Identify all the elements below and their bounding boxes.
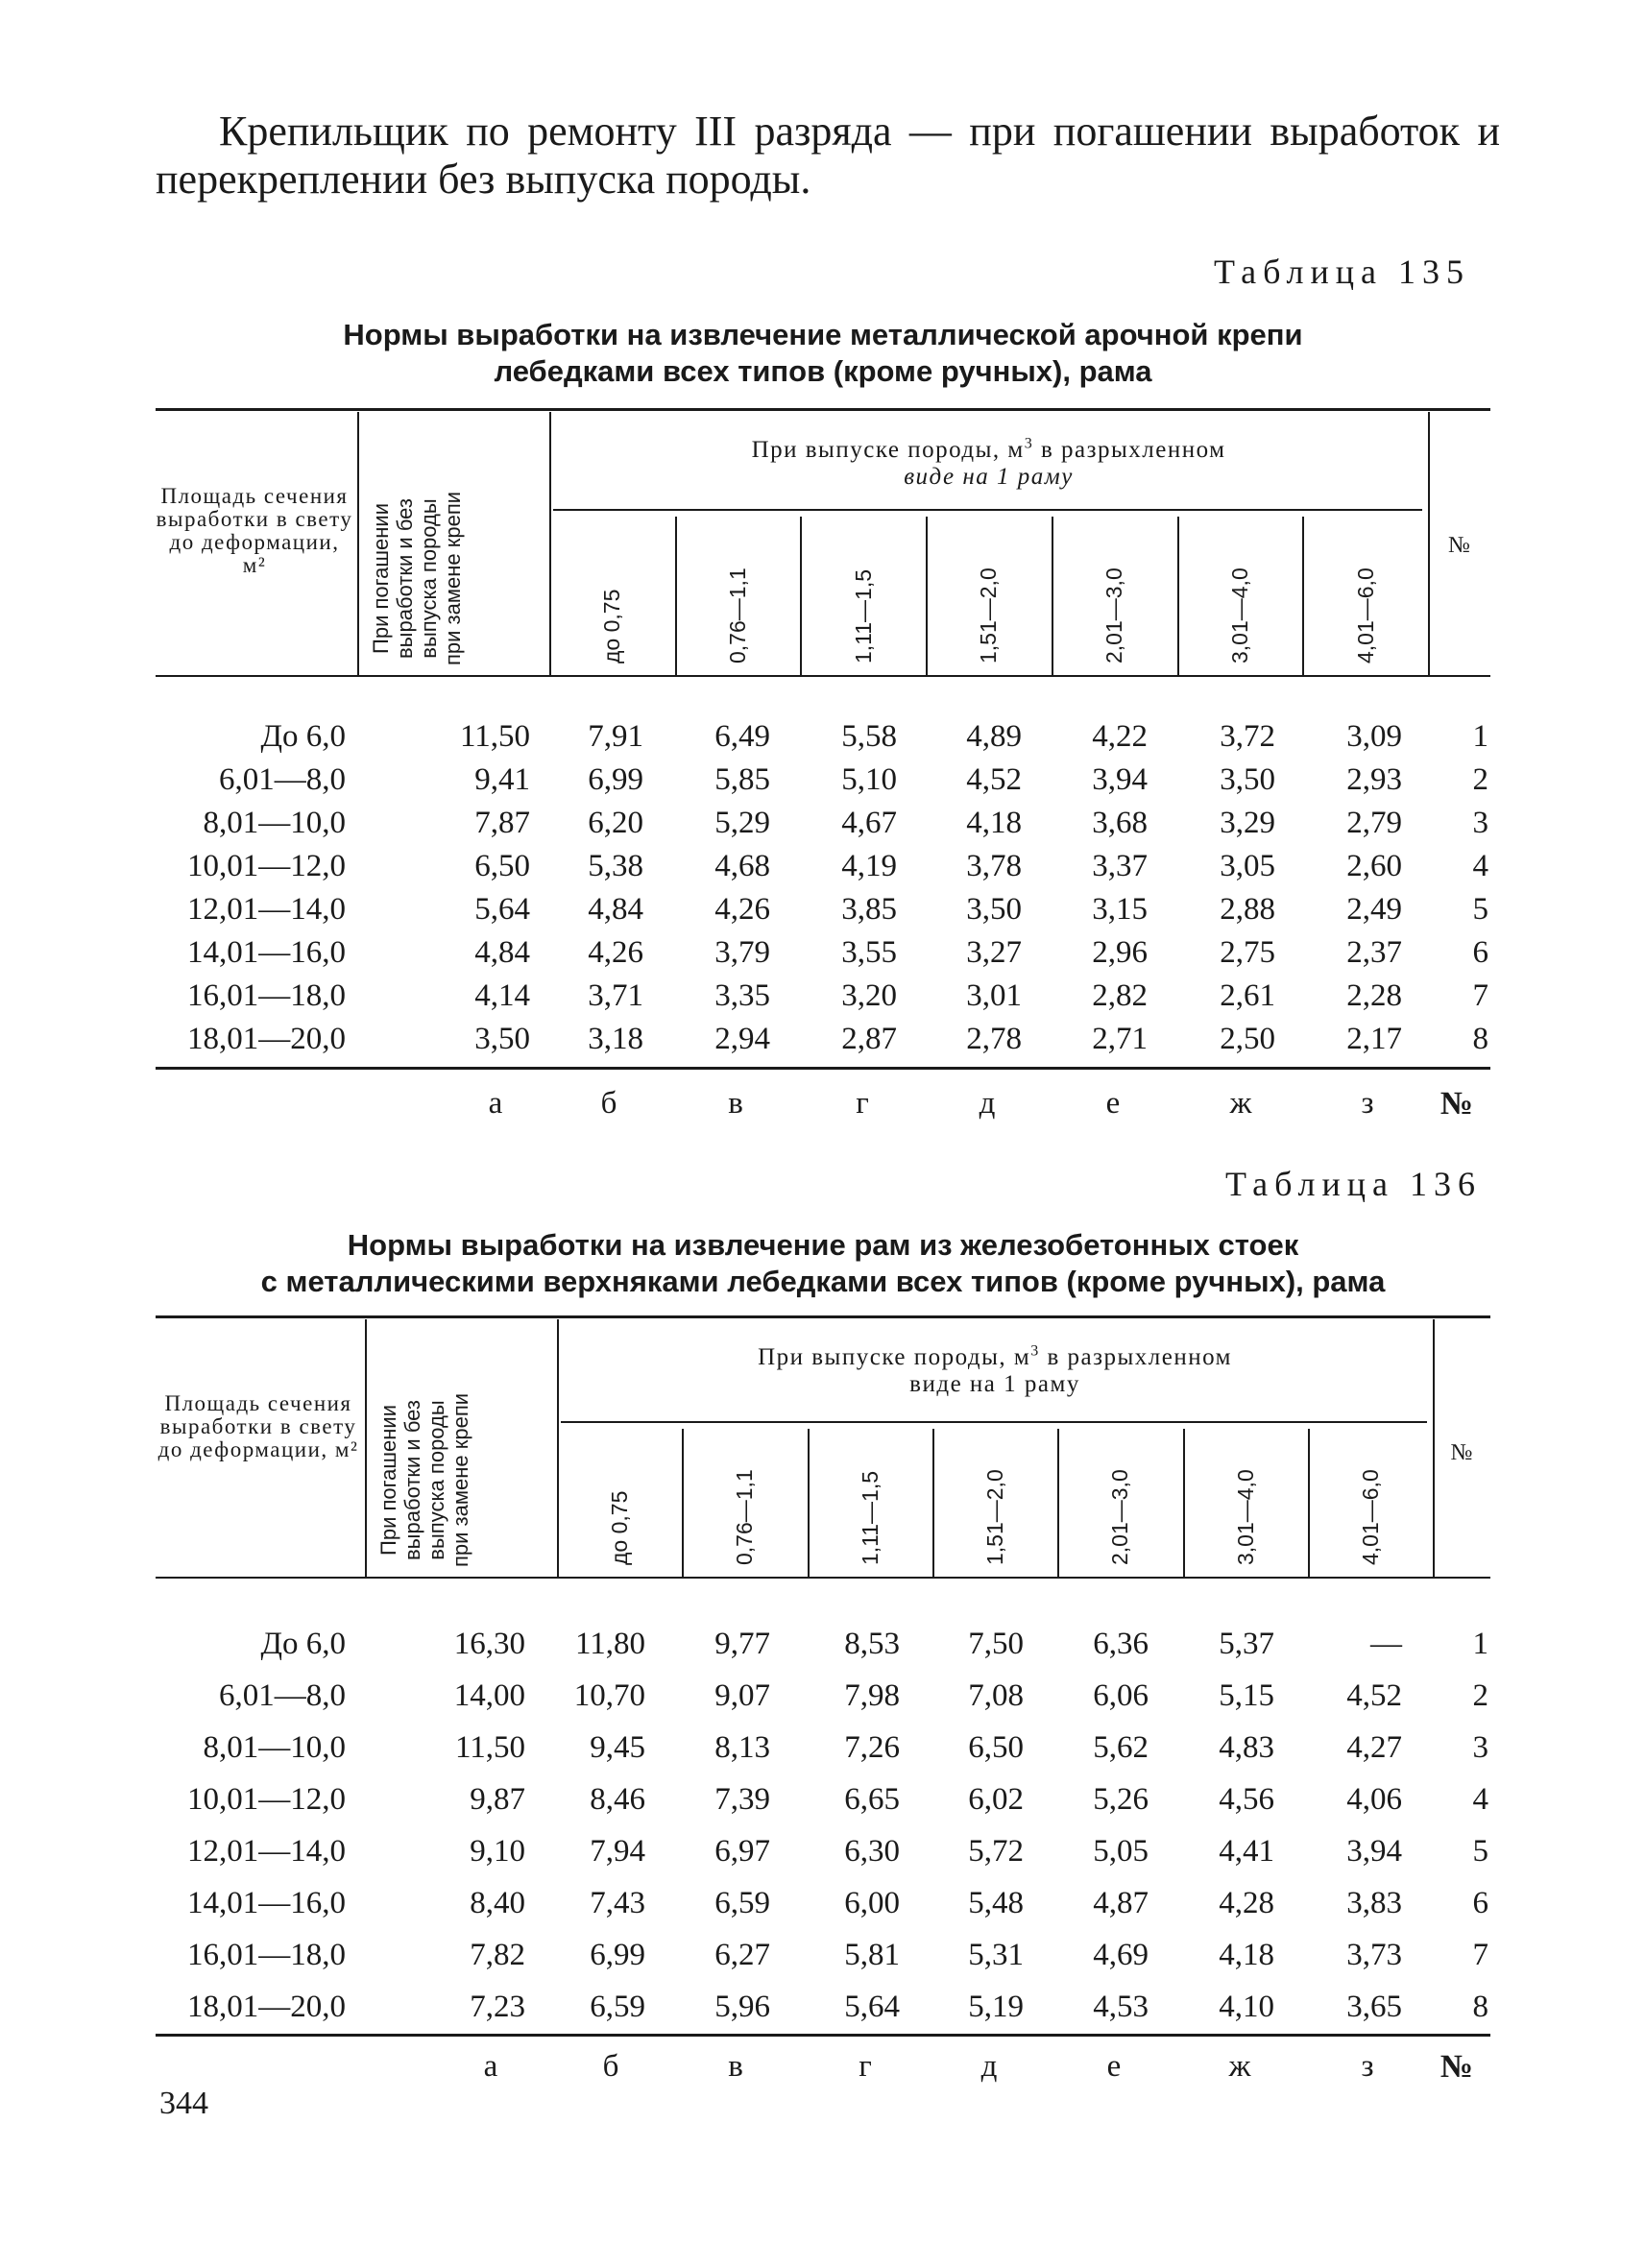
row-number: 1 (1472, 1627, 1488, 1661)
header-separator (357, 412, 359, 675)
row-value: 3,94 (1346, 1834, 1402, 1869)
row-value: 11,50 (454, 1730, 525, 1765)
row-area: 10,01—12,0 (187, 1782, 346, 1817)
row-value: 4,18 (1219, 1938, 1274, 1972)
row-value: 6,99 (588, 762, 643, 797)
row-value: 7,82 (470, 1938, 525, 1972)
column-letter: ж (1228, 2049, 1251, 2084)
table-135-title-line: Нормы выработки на извлечение металлической арочной крепи (343, 318, 1303, 351)
row-value: 4,27 (1346, 1730, 1402, 1765)
row-area: 18,01—20,0 (187, 1022, 346, 1056)
footer-number-sign: № (1439, 1086, 1474, 1122)
table-135-label: Таблица 135 (1214, 253, 1470, 291)
group-rule (553, 509, 1422, 511)
table-136 (156, 1315, 1490, 2103)
col-a-header (376, 1393, 472, 1567)
column-letter: г (856, 1086, 869, 1121)
row-value: 4,26 (588, 935, 643, 970)
row-value: 5,37 (1219, 1627, 1274, 1661)
col-a-header-line: при замене крепи (441, 491, 465, 665)
group-header-text: в разрыхленном (1039, 1344, 1232, 1370)
row-value: 5,64 (844, 1990, 900, 2024)
group-rule (561, 1421, 1427, 1423)
sub-separator (1308, 1429, 1310, 1577)
row-value: 6,50 (968, 1730, 1024, 1765)
row-value: 3,50 (1220, 762, 1275, 797)
row-value: 8,46 (590, 1782, 645, 1817)
table-135-title (156, 317, 1490, 390)
row-value: 5,26 (1093, 1782, 1149, 1817)
row-value: 6,20 (588, 806, 643, 840)
row-area: 18,01—20,0 (187, 1990, 346, 2024)
row-value: 4,68 (714, 849, 770, 883)
intro-text: Крепильщик по ремонту III разряда — при погашении выработок и перекреплении без выпуска породы. (156, 108, 1500, 203)
row-value: 11,50 (459, 719, 530, 754)
top-rule (156, 408, 1490, 411)
page-number: 344 (159, 2086, 208, 2121)
row-value: 3,27 (966, 935, 1022, 970)
sub-separator (1302, 517, 1304, 675)
row-value: 2,88 (1220, 892, 1275, 927)
row-area: 16,01—18,0 (187, 1938, 346, 1972)
row-number: 5 (1472, 892, 1488, 927)
column-letter: б (600, 1086, 617, 1121)
row-value: 4,84 (588, 892, 643, 927)
row-number: 6 (1472, 935, 1488, 970)
row-number: 6 (1472, 1886, 1488, 1920)
column-letter: з (1361, 2049, 1374, 2084)
group-header-text: При выпуске породы, м (751, 437, 1025, 463)
row-value: 5,38 (588, 849, 643, 883)
row-number: 8 (1472, 1990, 1488, 2024)
sub-separator (932, 1429, 934, 1577)
table-135-title-line: лебедками всех типов (кроме ручных), рама (494, 354, 1152, 388)
row-value: 5,64 (474, 892, 530, 927)
row-value: 2,94 (714, 1022, 770, 1056)
volume-header: 1,11—1,5 (857, 1470, 883, 1565)
sub-separator (1052, 517, 1053, 675)
group-header-text: При выпуске породы, м (758, 1344, 1031, 1370)
row-value: 7,23 (470, 1990, 525, 2024)
row-value: 14,00 (453, 1678, 525, 1713)
row-value: 4,52 (966, 762, 1022, 797)
row-area: 10,01—12,0 (187, 849, 346, 883)
row-value: 4,83 (1219, 1730, 1274, 1765)
sub-separator (926, 517, 928, 675)
col-a-header-line: при замене крепи (448, 1392, 472, 1567)
volume-header: 3,01—4,0 (1232, 1469, 1258, 1565)
table-136-title-line: с металлическими верхняками лебедками всех типов (кроме ручных), рама (260, 1265, 1386, 1298)
row-value: 4,89 (966, 719, 1022, 754)
column-letter: г (859, 2049, 872, 2084)
sub-separator (675, 517, 677, 675)
row-value: 4,14 (474, 978, 530, 1013)
row-number: 7 (1472, 978, 1488, 1013)
column-letter: е (1105, 1086, 1121, 1121)
row-value: 2,49 (1346, 892, 1402, 927)
row-value: 7,87 (474, 806, 530, 840)
row-value: 5,85 (714, 762, 770, 797)
row-value: 5,58 (841, 719, 897, 754)
column-letter: з (1361, 1086, 1374, 1121)
row-area: До 6,0 (260, 1627, 346, 1661)
row-value: 5,05 (1093, 1834, 1149, 1869)
row-value: 4,22 (1092, 719, 1148, 754)
row-number: 3 (1472, 806, 1488, 840)
table-135 (156, 408, 1490, 1123)
row-value: 3,50 (474, 1022, 530, 1056)
row-value: 6,59 (714, 1886, 770, 1920)
col-a-header-line: выпуска породы (424, 1400, 448, 1560)
table-136-label: Таблица 136 (1225, 1165, 1482, 1203)
column-letter: ж (1229, 1086, 1252, 1121)
row-value: 4,56 (1219, 1782, 1274, 1817)
row-value: 6,30 (844, 1834, 900, 1869)
header-separator (365, 1319, 367, 1577)
row-number: 4 (1472, 849, 1488, 883)
row-value: 2,61 (1220, 978, 1275, 1013)
row-number: 2 (1472, 1678, 1488, 1713)
row-value: 2,75 (1220, 935, 1275, 970)
row-value: 9,10 (470, 1834, 525, 1869)
group-header-text: в разрыхленном (1033, 437, 1226, 463)
column-letter: а (483, 2049, 498, 2084)
volume-header: 4,01—6,0 (1357, 1469, 1383, 1565)
sub-separator (682, 1429, 684, 1577)
row-number: 1 (1472, 719, 1488, 754)
volume-header: 1,51—2,0 (976, 567, 1002, 664)
row-value: 3,72 (1220, 719, 1275, 754)
sub-separator (808, 1429, 810, 1577)
row-value: 5,72 (968, 1834, 1024, 1869)
row-value: 6,06 (1093, 1678, 1149, 1713)
row-value: 3,15 (1092, 892, 1148, 927)
row-value: 3,94 (1092, 762, 1148, 797)
row-value: 3,71 (588, 978, 643, 1013)
row-number: 3 (1472, 1730, 1488, 1765)
row-value: 3,09 (1346, 719, 1402, 754)
volume-header: до 0,75 (599, 589, 625, 664)
row-value: 4,06 (1346, 1782, 1402, 1817)
row-value: 6,97 (714, 1834, 770, 1869)
row-number: 7 (1472, 1938, 1488, 1972)
row-value: 6,65 (844, 1782, 900, 1817)
row-value: 5,62 (1093, 1730, 1149, 1765)
row-value: 16,30 (453, 1627, 525, 1661)
row-area: 8,01—10,0 (203, 806, 346, 840)
volume-header: 2,01—3,0 (1101, 567, 1127, 664)
col-a-header-line: При погашении (376, 1404, 400, 1556)
top-rule (156, 1315, 1490, 1318)
row-value: 4,18 (966, 806, 1022, 840)
row-value: 2,50 (1220, 1022, 1275, 1056)
row-number: 2 (1472, 762, 1488, 797)
col-a-header-line: выработки и без (400, 1399, 424, 1560)
row-value: 9,45 (590, 1730, 645, 1765)
group-header-sup: 3 (1030, 1342, 1040, 1360)
col-a-header-line: При погашении (369, 502, 393, 654)
row-value: 4,28 (1219, 1886, 1274, 1920)
column-letter: е (1106, 2049, 1122, 2084)
row-value: 7,50 (968, 1627, 1024, 1661)
row-area: 8,01—10,0 (203, 1730, 346, 1765)
row-area: 12,01—14,0 (187, 892, 346, 927)
row-value: 10,70 (573, 1678, 645, 1713)
bottom-rule (156, 2034, 1490, 2037)
sub-separator (1057, 1429, 1059, 1577)
group-header-line: виде на 1 раму (904, 464, 1074, 490)
row-value: 5,15 (1219, 1678, 1274, 1713)
row-value: 9,77 (714, 1627, 770, 1661)
volume-header: 1,51—2,0 (982, 1469, 1008, 1565)
volume-header: 2,01—3,0 (1107, 1469, 1133, 1565)
row-value: 5,19 (968, 1990, 1024, 2024)
row-value: 6,49 (714, 719, 770, 754)
volume-group-header (557, 1344, 1433, 1398)
row-value: 4,41 (1219, 1834, 1274, 1869)
row-value: 3,78 (966, 849, 1022, 883)
column-letter: б (602, 2049, 619, 2084)
column-letter: д (980, 2049, 998, 2084)
row-value: 3,55 (841, 935, 897, 970)
volume-header: 0,76—1,1 (732, 1469, 758, 1565)
row-value: 3,73 (1346, 1938, 1402, 1972)
row-value: 2,71 (1092, 1022, 1148, 1056)
number-header: № (1450, 1440, 1473, 1465)
row-area: 12,01—14,0 (187, 1834, 346, 1869)
row-value: 2,93 (1346, 762, 1402, 797)
row-value: 4,67 (841, 806, 897, 840)
row-value: 9,41 (474, 762, 530, 797)
row-value: 6,99 (590, 1938, 645, 1972)
row-value: 7,94 (590, 1834, 645, 1869)
row-value: 8,13 (714, 1730, 770, 1765)
col-a-header-line: выработки и без (393, 497, 417, 659)
row-value: 4,26 (714, 892, 770, 927)
row-value: 5,10 (841, 762, 897, 797)
group-header-sup: 3 (1024, 435, 1034, 452)
row-value: 6,50 (474, 849, 530, 883)
sub-separator (1183, 1429, 1185, 1577)
group-header-line (557, 1344, 1433, 1371)
row-area: 14,01—16,0 (187, 935, 346, 970)
row-number: 5 (1472, 1834, 1488, 1869)
row-value: 7,43 (590, 1886, 645, 1920)
row-value: 2,82 (1092, 978, 1148, 1013)
volume-header: до 0,75 (607, 1490, 633, 1565)
row-area: 6,01—8,0 (219, 762, 346, 797)
row-value: 7,98 (844, 1678, 900, 1713)
area-header: Площадь сечения выработки в свету до деформации, м² (157, 1391, 359, 1461)
row-value: 9,07 (714, 1678, 770, 1713)
row-value: 3,79 (714, 935, 770, 970)
row-value: 5,29 (714, 806, 770, 840)
volume-header: 1,11—1,5 (850, 568, 876, 664)
volume-header: 4,01—6,0 (1352, 567, 1378, 664)
row-area: До 6,0 (260, 719, 346, 754)
number-header: № (1448, 533, 1470, 558)
volume-group-header (549, 437, 1428, 491)
row-value: 4,53 (1093, 1990, 1149, 2024)
column-letter: в (728, 2049, 743, 2084)
row-area: 6,01—8,0 (219, 1678, 346, 1713)
row-number: 4 (1472, 1782, 1488, 1817)
row-value: 7,91 (588, 719, 643, 754)
sub-separator (800, 517, 802, 675)
row-value: 11,80 (574, 1627, 645, 1661)
header-rule (156, 675, 1490, 677)
table-136-title-line: Нормы выработки на извлечение рам из железобетонных стоек (347, 1228, 1299, 1262)
intro-paragraph (156, 108, 1500, 204)
row-value: 2,17 (1346, 1022, 1402, 1056)
row-value: 2,78 (966, 1022, 1022, 1056)
row-value: 3,05 (1220, 849, 1275, 883)
column-letter: в (728, 1086, 743, 1121)
row-value: 3,29 (1220, 806, 1275, 840)
row-value: 5,81 (844, 1938, 900, 1972)
row-value: 8,40 (470, 1886, 525, 1920)
row-value: 2,87 (841, 1022, 897, 1056)
row-value: 3,68 (1092, 806, 1148, 840)
row-value: 8,53 (844, 1627, 900, 1661)
row-value: 3,83 (1346, 1886, 1402, 1920)
row-value: 3,37 (1092, 849, 1148, 883)
row-value: 3,65 (1346, 1990, 1402, 2024)
row-area: 16,01—18,0 (187, 978, 346, 1013)
row-value: 5,31 (968, 1938, 1024, 1972)
row-value: 6,27 (714, 1938, 770, 1972)
row-value: 3,20 (841, 978, 897, 1013)
row-value: 9,87 (470, 1782, 525, 1817)
row-value: 7,26 (844, 1730, 900, 1765)
row-value: 7,39 (714, 1782, 770, 1817)
row-value: 2,96 (1092, 935, 1148, 970)
row-number: 8 (1472, 1022, 1488, 1056)
row-value: 4,87 (1093, 1886, 1149, 1920)
bottom-rule (156, 1067, 1490, 1070)
sub-separator (1177, 517, 1179, 675)
row-value: 4,69 (1093, 1938, 1149, 1972)
col-a-header-line: выпуска породы (417, 498, 441, 659)
row-area: 14,01—16,0 (187, 1886, 346, 1920)
row-value: 3,18 (588, 1022, 643, 1056)
row-value: 3,85 (841, 892, 897, 927)
group-header-line (549, 437, 1428, 464)
row-value: 6,02 (968, 1782, 1024, 1817)
row-value: 5,96 (714, 1990, 770, 2024)
row-value: 2,79 (1346, 806, 1402, 840)
row-value: 7,08 (968, 1678, 1024, 1713)
row-value: 2,28 (1346, 978, 1402, 1013)
row-value: 3,50 (966, 892, 1022, 927)
group-header-line: виде на 1 раму (909, 1371, 1080, 1397)
table-136-title (156, 1227, 1490, 1300)
row-value: 6,00 (844, 1886, 900, 1920)
column-letter: д (979, 1086, 996, 1121)
row-value: 2,37 (1346, 935, 1402, 970)
row-value: 4,84 (474, 935, 530, 970)
column-letter: а (488, 1086, 503, 1121)
volume-header: 0,76—1,1 (725, 567, 751, 664)
row-value: 2,60 (1346, 849, 1402, 883)
row-value: 4,10 (1219, 1990, 1274, 2024)
row-value: 3,35 (714, 978, 770, 1013)
area-header: Площадь сечения выработки в свету до деформации, м² (156, 484, 353, 577)
row-value: 6,36 (1093, 1627, 1149, 1661)
row-value: 4,52 (1346, 1678, 1402, 1713)
header-rule (156, 1577, 1490, 1579)
footer-number-sign: № (1439, 2049, 1474, 2085)
col-a-header (369, 492, 465, 665)
row-value: 3,01 (966, 978, 1022, 1013)
row-value: 6,59 (590, 1990, 645, 2024)
volume-header: 3,01—4,0 (1226, 567, 1252, 664)
row-value: 4,19 (841, 849, 897, 883)
row-value: 5,48 (968, 1886, 1024, 1920)
row-value: — (1370, 1627, 1402, 1661)
